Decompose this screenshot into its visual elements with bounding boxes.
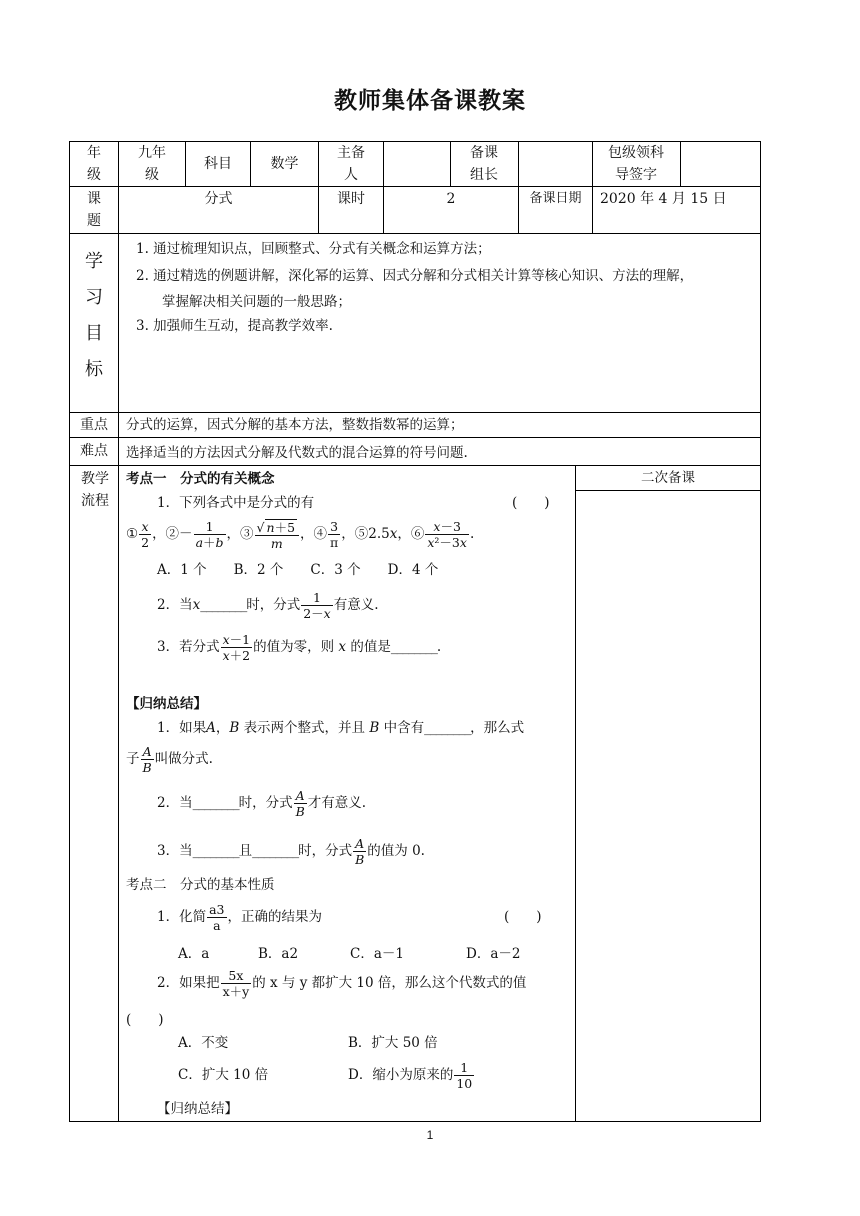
section-1-title: 考点一 分式的有关概念: [126, 471, 275, 487]
p1-option-d: D．a－2: [466, 946, 521, 962]
goals-label: 学习目标: [85, 251, 103, 380]
summary-1-heading: 【归纳总结】: [126, 696, 207, 712]
p2-option-a: A．不变: [178, 1035, 229, 1051]
question-3: 3．若分式 $\frac{x-1}{x+2}$ 的值为零，则 x 的值是________.: [157, 632, 442, 663]
q1-expressions: ① $\frac{x}{2}$ ，②－ $\frac{1}{a+b}$ ，③ $\frac{√ n+5}{m}$ ，④ $\frac{3}{\pi}$ ，⑤2.5x，⑥ $\frac{x-3}{\text{x²－3x}}$ .: [126, 519, 475, 551]
page-title: 教师集体备课教案: [334, 88, 526, 114]
leader-signature-label: 包级领科导签字: [608, 145, 664, 183]
p1-option-b: B．a2: [258, 946, 299, 962]
subject-value: 数学: [270, 156, 299, 172]
grade-label: 年级: [87, 145, 101, 183]
rule-3: 3．当________且________时，分式 $\frac{A}{B}$ 的值为 0.: [157, 836, 425, 867]
difficulties-text: 选择适当的方法因式分解及代数式的混合运算的符号问题.: [126, 445, 468, 461]
date-value: 2020 年 4 月 15 日: [600, 191, 727, 207]
q1-options: A．1 个 B．2 个 C．3 个 D．4 个: [157, 562, 439, 578]
grade-value: 九年级: [138, 145, 166, 183]
question-2: 2．当x________时，分式 $\frac{1}{2-x}$ 有意义.: [157, 590, 379, 621]
answer-paren: ( ): [512, 495, 550, 511]
rule-2: 2．当________时，分式 $\frac{A}{B}$ 才有意义.: [157, 788, 367, 819]
p2-option-b: B．扩大 50 倍: [348, 1035, 438, 1051]
period-value: 2: [446, 191, 456, 207]
key-points-text: 分式的运算，因式分解的基本方法，整数指数幂的运算；: [126, 417, 464, 433]
goal-item: 3. 加强师生互动，提高教学效率.: [136, 318, 333, 334]
topic-value: 分式: [204, 191, 233, 207]
subject-label: 科目: [204, 156, 232, 172]
goal-item: 1. 通过梳理知识点，回顾整式、分式有关概念和运算方法；: [136, 241, 491, 257]
p2-option-d: D．缩小为原来的 $\frac{1}{10}$: [348, 1060, 473, 1091]
group-leader-label: 备课组长: [470, 145, 498, 183]
answer-paren: ( ): [126, 1012, 164, 1028]
key-points-label: 重点: [80, 417, 108, 433]
topic-label: 课题: [87, 191, 101, 229]
p2-option-c: C．扩大 10 倍: [178, 1067, 269, 1083]
period-label: 课时: [337, 191, 365, 207]
answer-paren: ( ): [504, 909, 542, 925]
goal-item: 2. 通过精选的例题讲解，深化幂的运算、因式分解和分式相关计算等核心知识、方法的理解，: [136, 268, 694, 284]
secondary-prep-label: 二次备课: [641, 470, 695, 486]
question-1: 1．下列各式中是分式的有: [157, 495, 315, 511]
problem-1: 1．化简 $\frac{a3}{a}$ ，正确的结果为: [157, 902, 322, 933]
summary-2-heading: 【归纳总结】: [157, 1101, 238, 1117]
p1-option-c: C．a－1: [350, 946, 404, 962]
problem-2: 2．如果把 $\frac{5x}{x+y}$ 的 x 与 y 都扩大 10 倍，那么这个代数式的值: [157, 968, 527, 999]
lead-teacher-label: 主备人: [337, 145, 365, 183]
rule-1: 1．如果A，B 表示两个整式，并且 B 中含有________，那么式: [157, 720, 525, 736]
p1-option-a: A．a: [178, 946, 210, 962]
rule-1-cont: 子 $\frac{A}{B}$ 叫做分式.: [126, 744, 213, 775]
goal-item: 掌握解决相关问题的一般思路；: [162, 294, 351, 310]
section-2-title: 考点二 分式的基本性质: [126, 877, 275, 893]
difficulties-label: 难点: [80, 443, 108, 459]
date-label: 备课日期: [529, 191, 582, 206]
page-number: 1: [426, 1128, 434, 1142]
flow-label: 教学流程: [81, 471, 109, 509]
